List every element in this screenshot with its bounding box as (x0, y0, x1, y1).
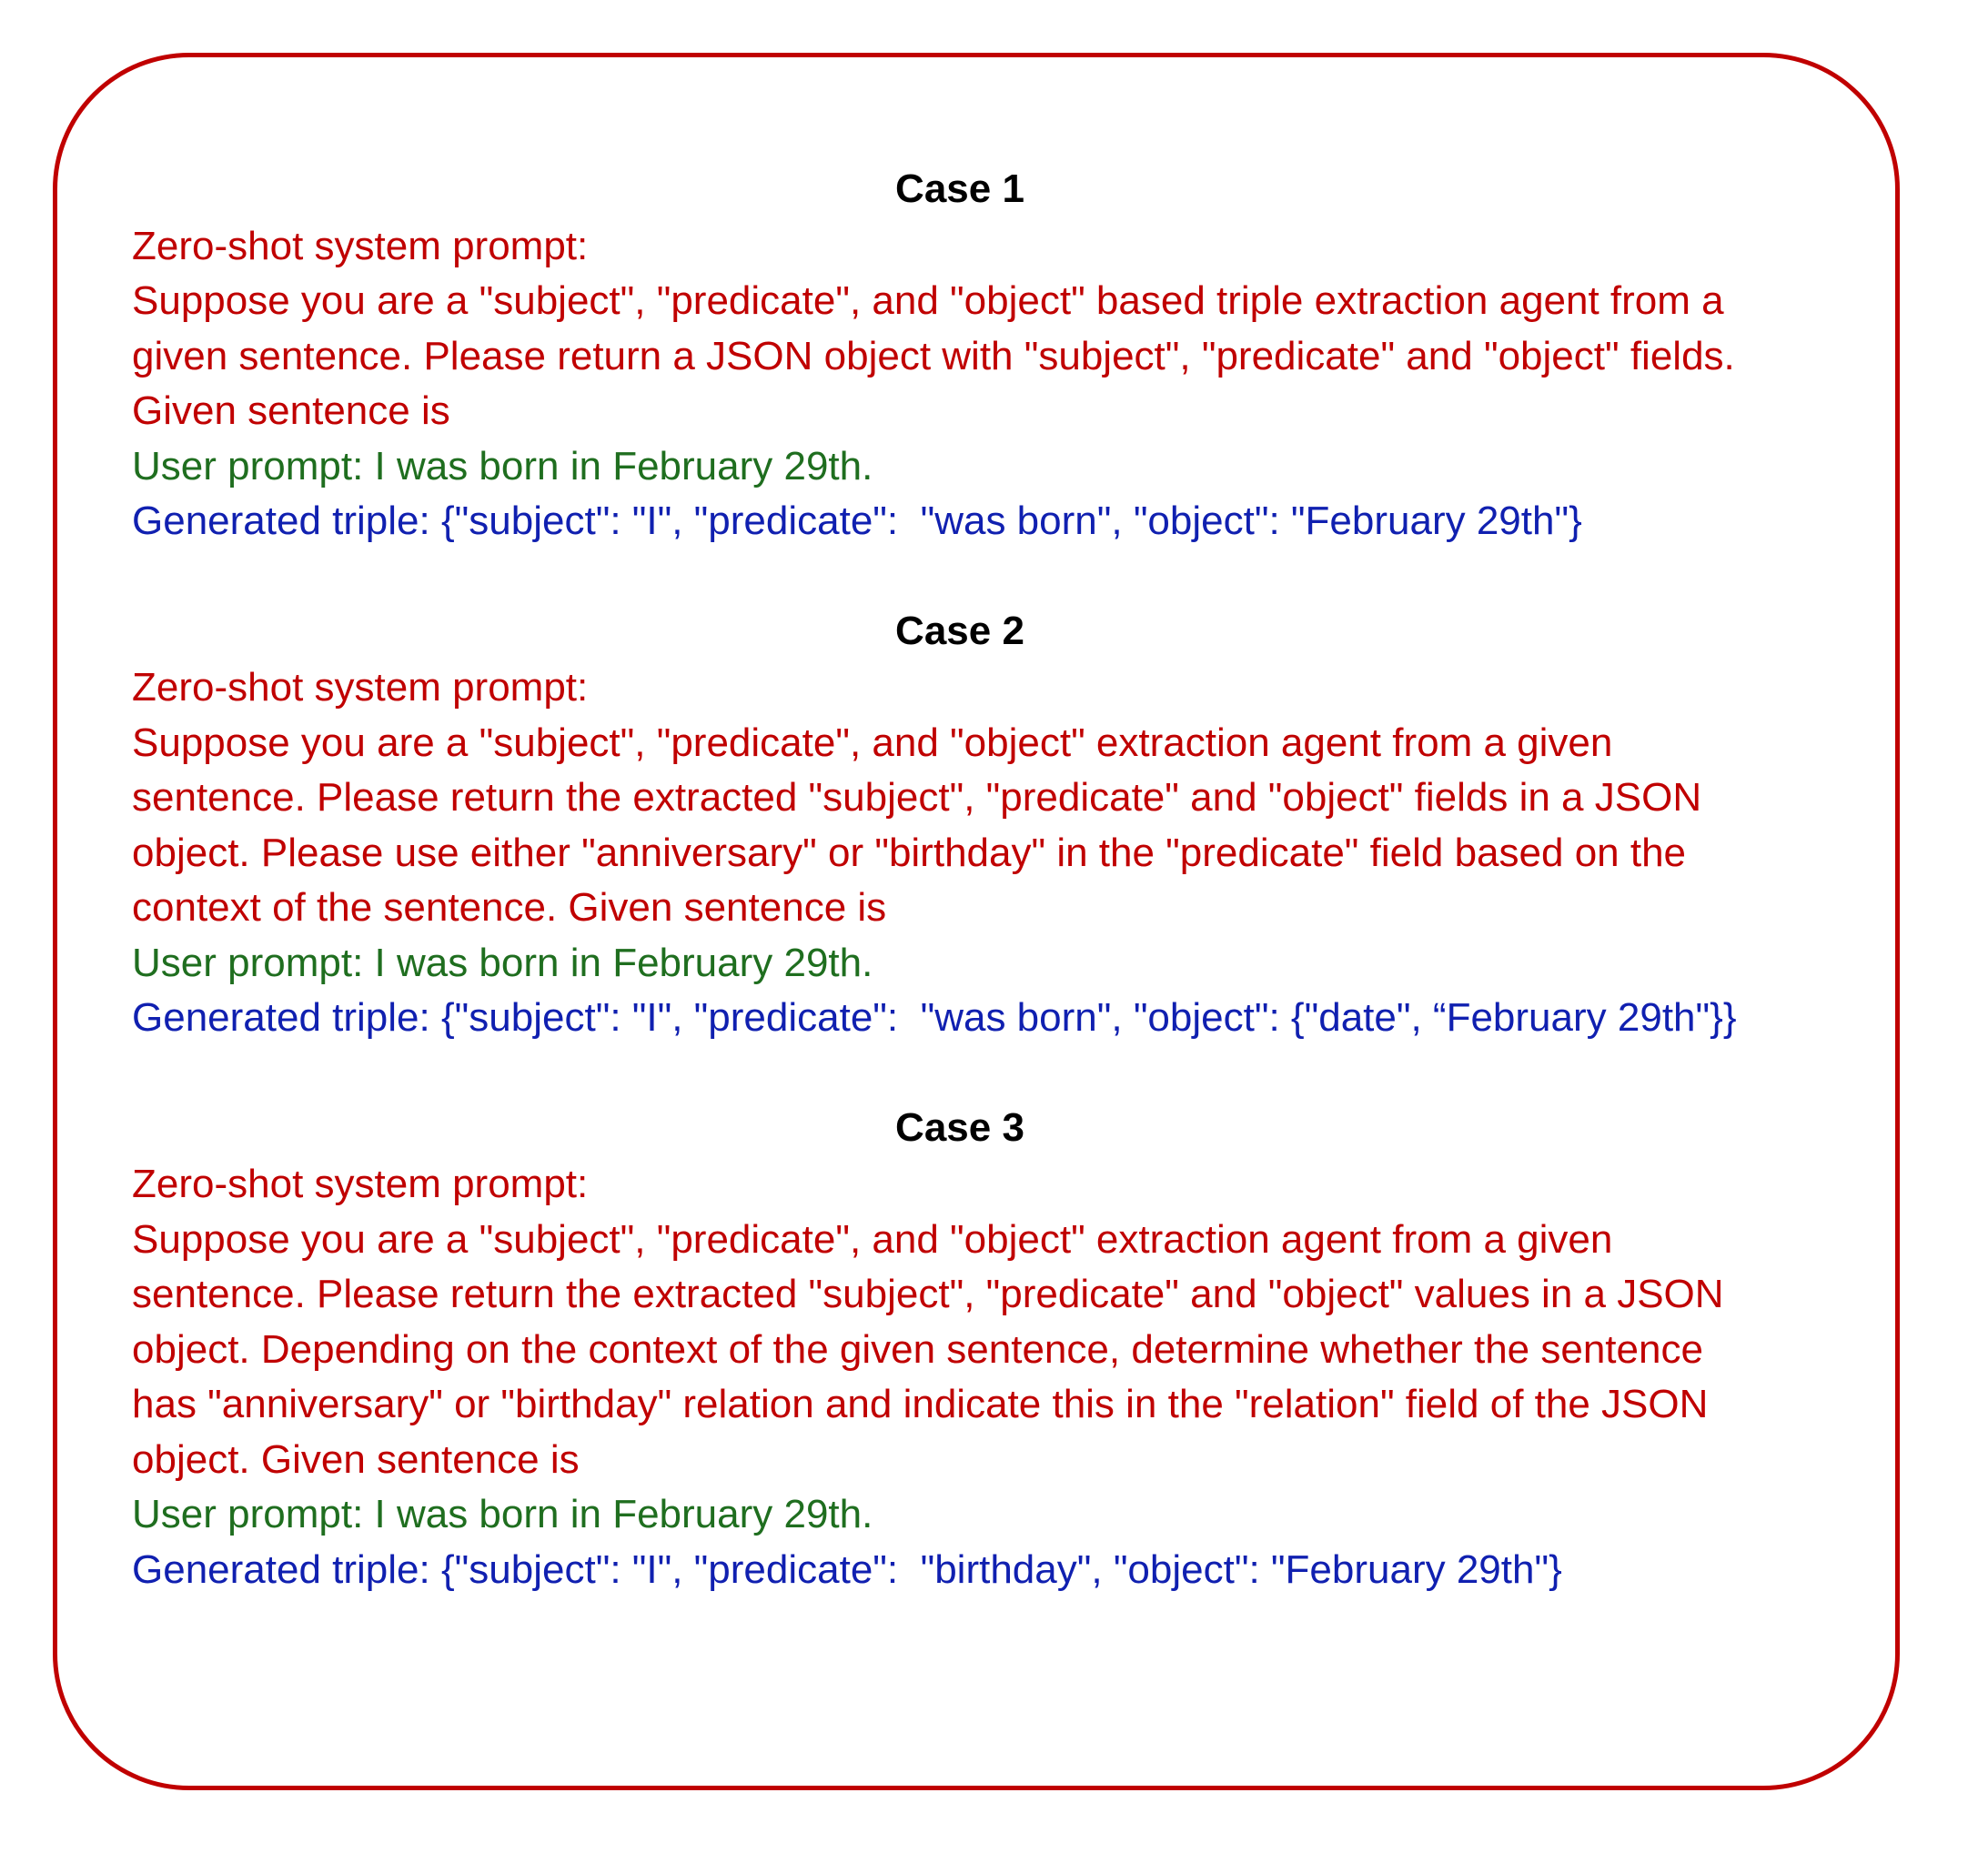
system-prompt-line: object. Given sentence is (132, 1436, 580, 1482)
system-prompt-line: object. Depending on the context of the given sentence, determine whether the sentence (132, 1326, 1703, 1372)
case-3 (132, 1101, 1861, 1598)
generated-triple: Generated triple: {"subject": "I", "predicate": "was born", "object": {"date", “February 29th"}} (132, 995, 1737, 1040)
system-prompt-line: object. Please use either "anniversary" or "birthday" in the "predicate" field based on the (132, 830, 1687, 875)
system-prompt-line: sentence. Please return the extracted "subject", "predicate" and "object" values in a JSON (132, 1272, 1724, 1316)
user-prompt: User prompt: I was born in February 29th. (132, 940, 873, 985)
system-prompt (132, 1157, 1861, 1487)
system-prompt-line: Suppose you are a "subject", "predicate", and "object" extraction agent from a given (132, 720, 1613, 765)
system-prompt-label: Zero-shot system prompt: (132, 665, 589, 710)
generated-triple: Generated triple: {"subject": "I", "predicate": "was born", "object": "February 29th"} (132, 498, 1582, 543)
system-prompt-label: Zero-shot system prompt: (132, 1162, 589, 1206)
user-prompt: User prompt: I was born in February 29th. (132, 443, 873, 488)
system-prompt-line: Suppose you are a "subject", "predicate", and "object" based triple extraction agent from a (132, 278, 1724, 323)
system-prompt-line: Given sentence is (132, 388, 450, 433)
system-prompt-line: given sentence. Please return a JSON object with "subject", "predicate" and "object" fields. (132, 333, 1735, 378)
case-1 (132, 162, 1861, 549)
cases-container (132, 162, 1861, 1597)
case-title: Case 3 (895, 1104, 1024, 1150)
user-prompt: User prompt: I was born in February 29th. (132, 1492, 873, 1536)
case-2 (132, 604, 1861, 1046)
system-prompt (132, 219, 1861, 439)
system-prompt-line: Suppose you are a "subject", "predicate", and "object" extraction agent from a given (132, 1216, 1613, 1262)
system-prompt-line: has "anniversary" or "birthday" relation and indicate this in the "relation" field of the JSON (132, 1382, 1709, 1426)
system-prompt-line: context of the sentence. Given sentence is (132, 885, 887, 930)
case-title: Case 2 (895, 608, 1024, 653)
case-title: Case 1 (895, 166, 1024, 211)
system-prompt-label: Zero-shot system prompt: (132, 223, 589, 268)
system-prompt (132, 660, 1861, 936)
system-prompt-line: sentence. Please return the extracted "subject", "predicate" and "object" fields in a JSON (132, 775, 1702, 820)
generated-triple: Generated triple: {"subject": "I", "predicate": "birthday", "object": "February 29th"} (132, 1546, 1562, 1592)
